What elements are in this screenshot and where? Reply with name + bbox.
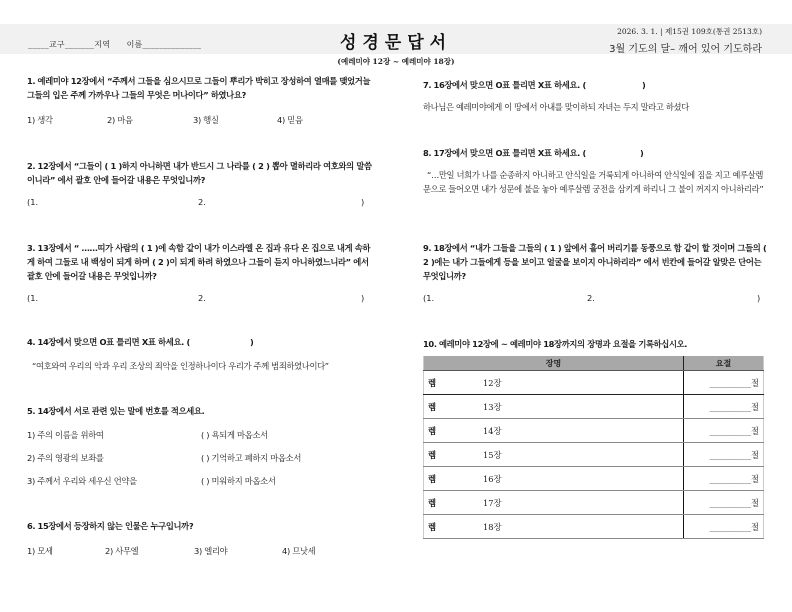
question-text: 예레미야 12장에서 “주께서 그들을 심으시므로 그들이 뿌리가 박히고 장성하여 열매를 맺었거늘 그들의 입은 주께 가까우나 그들의 무엇은 머나이다” 하였나요? bbox=[27, 76, 371, 100]
question-1 bbox=[27, 74, 372, 102]
member-info-line bbox=[28, 39, 201, 50]
option-3[interactable]: 3) 엘리야 bbox=[194, 546, 228, 556]
question-7-statement: 하나님은 예레미야에게 이 땅에서 아내를 맞이하되 자녀는 두지 말라고 하셨다 bbox=[423, 102, 689, 112]
verse-input[interactable]: __________절 bbox=[684, 491, 764, 515]
question-number: 9. bbox=[423, 243, 432, 253]
question-number: 6. bbox=[27, 521, 36, 531]
blank-1-label: (1. bbox=[27, 197, 39, 207]
question-text: 17장에서 맞으면 O표 틀리면 X표 하세요. ( bbox=[433, 148, 586, 158]
district-label: 지역 bbox=[94, 40, 111, 49]
match-left-3: 3) 주께서 우리와 세우신 언약을 bbox=[27, 476, 137, 486]
question-9 bbox=[423, 241, 768, 283]
question-text: 13장에서 “ ……띠가 사람의 ( 1 )에 속함 같이 내가 이스라엘 온 집과 유다 온 집으로 내게 속하게 하여 그들로 내 백성이 되게 하며 ( 2 )이 되게 하려 하였으나 그들이 듣지 아니하였느니라” 에서 괄호 안에 들어갈 내용은 무엇입니까? bbox=[27, 243, 371, 281]
issue-info: 2026. 3. 1. | 제15권 109호(통권 2513호) bbox=[617, 27, 762, 36]
question-text: 16장에서 맞으면 O표 틀리면 X표 하세요. ( bbox=[433, 80, 586, 90]
name-label: 이름 bbox=[126, 40, 143, 49]
question-number: 3. bbox=[27, 243, 36, 253]
table-row bbox=[424, 443, 764, 467]
answer-close-paren[interactable]: ) bbox=[642, 80, 646, 90]
option-4[interactable]: 4) 믿음 bbox=[277, 115, 303, 125]
table-row bbox=[424, 491, 764, 515]
match-left-1: 1) 주의 이름을 위하여 bbox=[27, 430, 104, 440]
verse-input[interactable]: __________절 bbox=[684, 443, 764, 467]
question-2 bbox=[27, 159, 372, 187]
page-title: 성경문답서 bbox=[339, 33, 453, 53]
table-row bbox=[424, 371, 764, 395]
option-2[interactable]: 2) 마음 bbox=[107, 115, 133, 125]
question-number: 5. bbox=[27, 406, 36, 416]
option-2[interactable]: 2) 사무엘 bbox=[105, 546, 139, 556]
parish-label: 교구 bbox=[49, 40, 65, 49]
question-number: 4. bbox=[27, 337, 36, 347]
question-3 bbox=[27, 241, 372, 283]
book-abbrev: 렘 bbox=[428, 473, 437, 484]
match-right-1[interactable]: ( ) 욕되게 마옵소서 bbox=[201, 430, 268, 440]
blank-1-label: (1. bbox=[423, 293, 435, 303]
question-number: 2. bbox=[27, 161, 36, 171]
verse-input[interactable]: __________절 bbox=[684, 395, 764, 419]
question-5 bbox=[27, 404, 372, 418]
table-row bbox=[424, 419, 764, 443]
question-text: 예레미야 12장에 ~ 예레미야 18장까지의 장명과 요절을 기록하십시오. bbox=[438, 339, 688, 349]
answer-close-paren[interactable]: ) bbox=[640, 148, 644, 158]
question-8 bbox=[423, 146, 768, 160]
question-number: 10. bbox=[423, 339, 437, 349]
question-text: 14장에서 맞으면 O표 틀리면 X표 하세요. ( bbox=[37, 337, 190, 347]
book-abbrev: 렘 bbox=[428, 521, 437, 532]
blank-2-label: 2. bbox=[587, 293, 595, 303]
name-blank[interactable]: ______________ bbox=[142, 40, 202, 49]
chapter-label: 13장 bbox=[483, 401, 502, 412]
chapter-label: 15장 bbox=[483, 449, 502, 460]
book-abbrev: 렘 bbox=[428, 401, 437, 412]
parish-blank[interactable]: _____ bbox=[28, 40, 49, 49]
question-4-statement: “여호와여 우리의 악과 우리 조상의 죄악을 인정하나이다 우리가 주께 범죄하였나이다” bbox=[32, 361, 329, 371]
question-text: 12장에서 “그들이 ( 1 )하지 아니하면 내가 반드시 그 나라를 ( 2 ) 뽑아 멸하리라 여호와의 말씀이니라” 에서 괄호 안에 들어갈 내용은 무엇입니까? bbox=[27, 161, 372, 185]
verse-input[interactable]: __________절 bbox=[684, 419, 764, 443]
question-4 bbox=[27, 335, 372, 349]
question-number: 8. bbox=[423, 148, 432, 158]
match-right-2[interactable]: ( ) 기억하고 폐하지 마옵소서 bbox=[201, 453, 302, 463]
book-abbrev: 렘 bbox=[428, 497, 437, 508]
district-blank[interactable]: _______ bbox=[64, 40, 95, 49]
chapter-label: 16장 bbox=[483, 473, 502, 484]
verse-input[interactable]: __________절 bbox=[684, 515, 764, 539]
verse-input[interactable]: __________절 bbox=[684, 467, 764, 491]
blank-2-label: 2. bbox=[198, 197, 206, 207]
blank-close: ) bbox=[361, 293, 365, 303]
scripture-range: (예레미야 12장 ~ 예레미야 18장) bbox=[337, 57, 455, 66]
chapter-label: 12장 bbox=[483, 377, 502, 388]
question-number: 1. bbox=[27, 76, 36, 86]
book-abbrev: 렘 bbox=[428, 425, 437, 436]
question-text: 18장에서 “내가 그들을 그들의 ( 1 ) 앞에서 흩어 버리기를 동풍으로 함 같이 할 것이며 그들의 ( 2 )에는 내가 그들에게 등을 보이고 얼굴을 보이지 아니하리라” 에서 빈칸에 들어갈 알맞은 단어는 무엇입니까? bbox=[423, 243, 767, 281]
answer-close-paren[interactable]: ) bbox=[250, 337, 254, 347]
question-number: 7. bbox=[423, 80, 432, 90]
chapter-label: 17장 bbox=[483, 497, 502, 508]
question-7 bbox=[423, 78, 768, 92]
chapter-verse-table bbox=[423, 356, 764, 539]
option-4[interactable]: 4) 므낫세 bbox=[282, 546, 316, 556]
question-10 bbox=[423, 337, 768, 351]
blank-1-label: (1. bbox=[27, 293, 39, 303]
option-1[interactable]: 1) 모세 bbox=[27, 546, 53, 556]
column-header-verse: 요절 bbox=[684, 356, 764, 371]
column-header-chapter: 장명 bbox=[424, 356, 684, 371]
option-3[interactable]: 3) 행실 bbox=[193, 115, 219, 125]
book-abbrev: 렘 bbox=[428, 377, 437, 388]
blank-close: ) bbox=[361, 197, 365, 207]
monthly-theme: 3월 기도의 달– 깨어 있어 기도하라 bbox=[609, 44, 762, 55]
blank-close: ) bbox=[757, 293, 761, 303]
question-text: 14장에서 서로 관련 있는 말에 번호를 적으세요. bbox=[37, 406, 205, 416]
chapter-label: 18장 bbox=[483, 521, 502, 532]
match-left-2: 2) 주의 영광의 보좌를 bbox=[27, 453, 104, 463]
chapter-label: 14장 bbox=[483, 425, 502, 436]
table-row bbox=[424, 515, 764, 539]
book-abbrev: 렘 bbox=[428, 449, 437, 460]
table-row bbox=[424, 395, 764, 419]
option-1[interactable]: 1) 생각 bbox=[27, 115, 53, 125]
question-8-statement: “…만일 너희가 나를 순종하지 아니하고 안식일을 거룩되게 아니하여 안식일에 짐을 지고 예루살렘 문으로 들어오면 내가 성문에 불을 놓아 예루살렘 궁전을 삼키게 하리니 그 불이 꺼지지 아니하리라” bbox=[423, 170, 764, 194]
question-6 bbox=[27, 519, 372, 533]
table-row bbox=[424, 467, 764, 491]
question-text: 15장에서 등장하지 않는 인물은 누구입니까? bbox=[37, 521, 194, 531]
table-header-row bbox=[424, 356, 764, 371]
match-right-3[interactable]: ( ) 미워하지 마옵소서 bbox=[201, 476, 276, 486]
verse-input[interactable]: __________절 bbox=[684, 371, 764, 395]
blank-2-label: 2. bbox=[198, 293, 206, 303]
